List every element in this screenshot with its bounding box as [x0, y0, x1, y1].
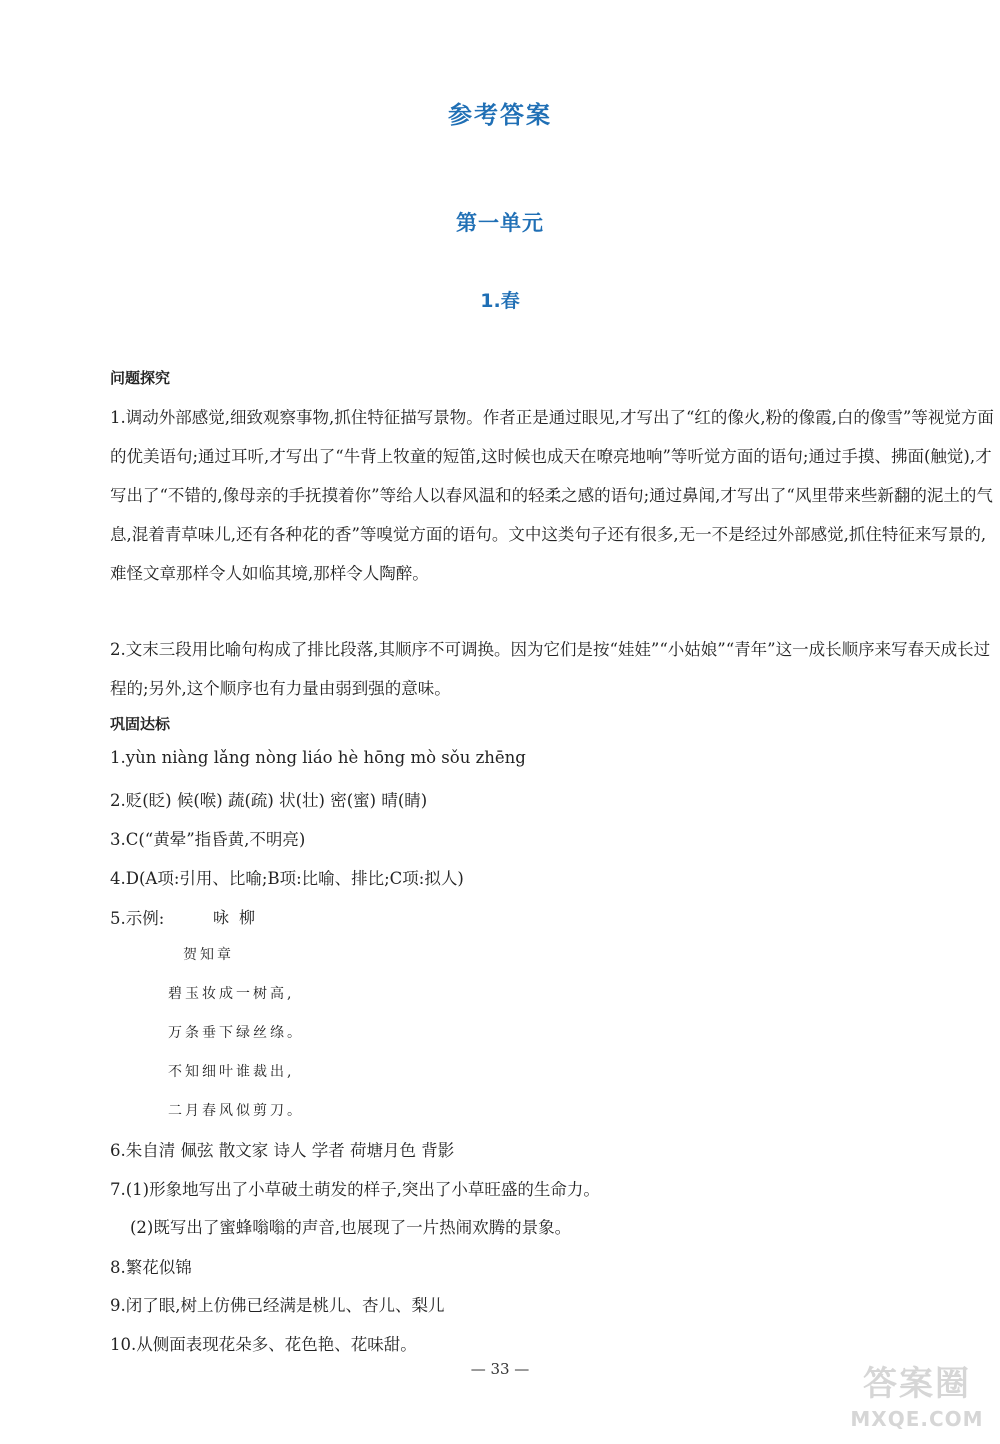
main-title: 参考答案 — [448, 101, 552, 129]
poem-line: 二月春风似剪刀。 — [168, 1103, 304, 1119]
section-heading-practice: 巩固达标 — [110, 715, 171, 733]
practice-answer-9: 9.闭了眼,树上仿佛已经满是桃儿、杏儿、梨儿 — [110, 1296, 445, 1315]
poem-line: 碧玉妆成一树高, — [168, 986, 295, 1002]
poem-line: 不知细叶谁裁出, — [168, 1064, 295, 1080]
watermark-text: 答案圈 — [863, 1364, 971, 1404]
practice-answer-6: 6.朱自清 佩弦 散文家 诗人 学者 荷塘月色 背影 — [110, 1141, 455, 1160]
practice-answer-3: 3.C(“黄晕”指昏黄,不明亮) — [110, 830, 306, 849]
unit-title: 第一单元 — [456, 211, 544, 235]
practice-answer-4: 4.D(A项:引用、比喻;B项:比喻、排比;C项:拟人) — [110, 869, 464, 888]
practice-answer-10: 10.从侧面表现花朵多、花色艳、花味甜。 — [110, 1335, 417, 1354]
practice-answer-1: 1.yùn niàng lǎng nòng liáo hè hōng mò sǒu zhēng — [110, 748, 526, 767]
poem-title: 咏柳 — [213, 908, 266, 927]
explore-answer-2: 2.文末三段用比喻句构成了排比段落,其顺序不可调换。因为它们是按“娃娃”“小姑娘”“青年”这一成长顺序来写春天成长过程的;另外,这个顺序也有力量由弱到强的意味。 — [110, 640, 991, 698]
practice-answer-8: 8.繁花似锦 — [110, 1258, 192, 1277]
poem-author: 贺知章 — [183, 947, 234, 963]
watermark-url: MXQE.COM — [850, 1407, 984, 1431]
practice-answer-2: 2.贬(眨) 候(喉) 蔬(疏) 状(壮) 密(蜜) 晴(睛) — [110, 791, 428, 810]
section-heading-explore: 问题探究 — [110, 369, 171, 387]
explore-answer-1: 1.调动外部感觉,细致观察事物,抓住特征描写景物。作者正是通过眼见,才写出了“红的像火,粉的像霞,白的像雪”等视觉方面的优美语句;通过耳听,才写出了“牛背上牧童的短笛,这时候也成天在嘹亮地响”等听觉方面的语句;通过手摸、拂面(触觉),才写出了“不错的,像母亲的手抚摸着你”等给人以春风温和的轻柔之感的语句;通过鼻闻,才写出了“风里带来些新翻的泥土的气息,混着青草味儿,还有各种花的香”等嗅觉方面的语句。文中这类句子还有很多,无一不是经过外部感觉,抓住特征来写景的,难怪文章那样令人如临其境,那样令人陶醉。 — [110, 408, 994, 583]
practice-answer-7-part2: (2)既写出了蜜蜂嗡嗡的声音,也展现了一片热闹欢腾的景象。 — [130, 1218, 572, 1237]
poem-line: 万条垂下绿丝绦。 — [168, 1025, 304, 1041]
practice-answer-7-part1: 7.(1)形象地写出了小草破土萌发的样子,突出了小草旺盛的生命力。 — [110, 1180, 600, 1199]
watermark-logo — [842, 1356, 992, 1436]
lesson-title: 1.春 — [480, 290, 520, 312]
practice-answer-5-label: 5.示例: — [110, 909, 165, 928]
page-number: — 33 — — [470, 1360, 530, 1378]
